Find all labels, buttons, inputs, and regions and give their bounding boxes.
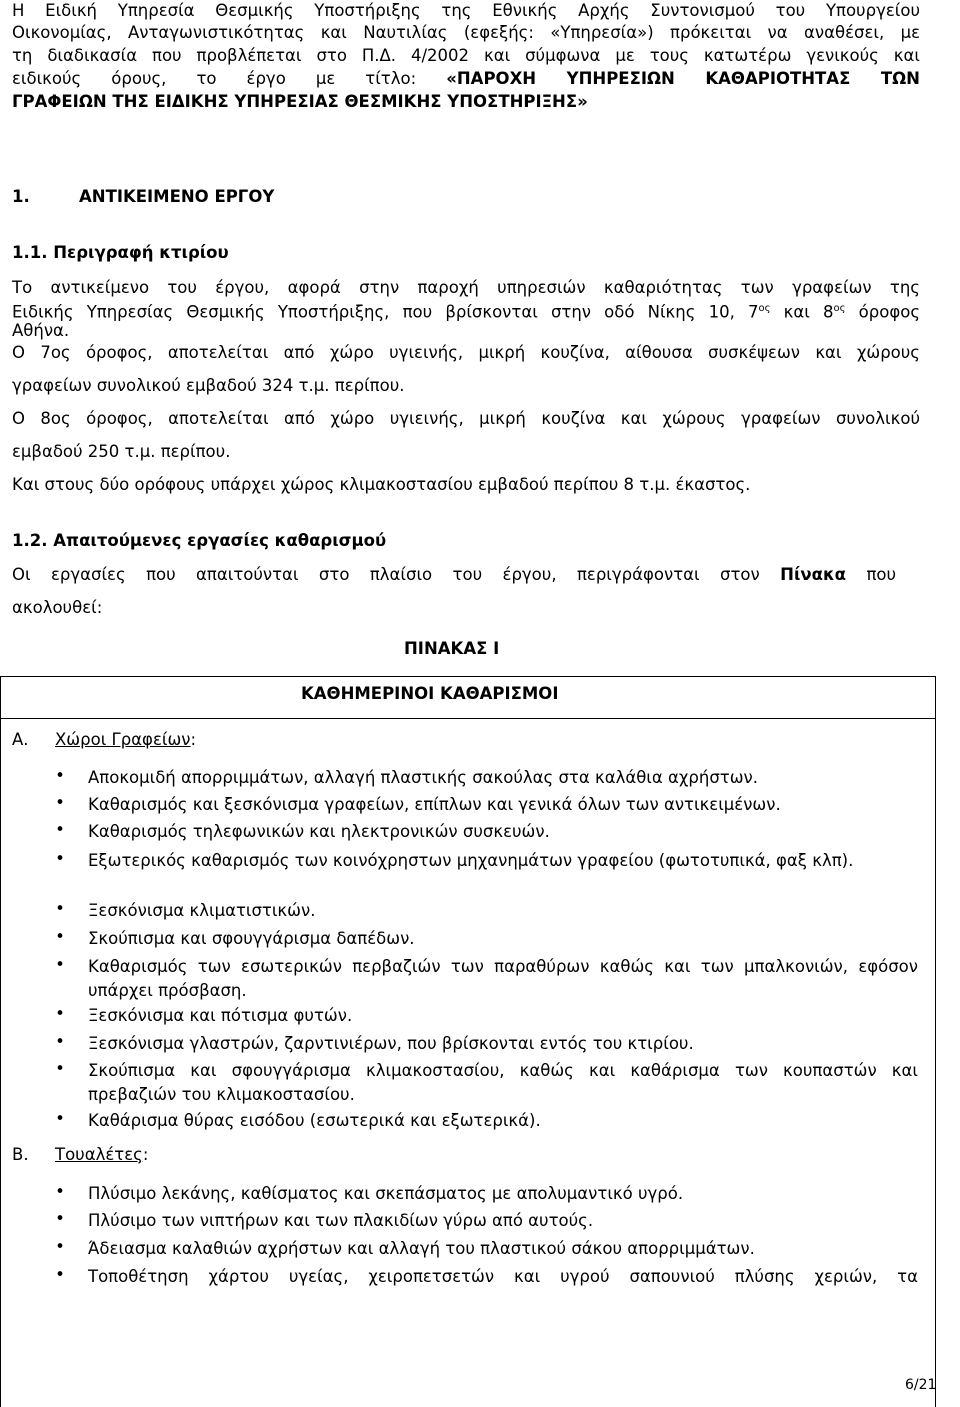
cleaning-intro-tail: που: [866, 565, 897, 584]
group-a-letter: Α.: [12, 730, 29, 749]
bullet-icon: •: [55, 1209, 65, 1228]
bullet-icon: •: [55, 1004, 65, 1023]
list-item-text: Καθάρισμα θύρας εισόδου (εσωτερικά και εξωτερικά).: [88, 1111, 541, 1130]
table-header-divider: [0, 718, 936, 719]
bullet-icon: •: [55, 1265, 65, 1284]
bullet-icon: •: [55, 793, 65, 812]
list-item-text: Άδειασμα καλαθιών αχρήστων και αλλαγή του πλαστικού σάκου απορριμμάτων.: [88, 1239, 755, 1258]
list-item-text: Καθαρισμός και ξεσκόνισμα γραφείων, επίπλων και γενικά όλων των αντικειμένων.: [88, 795, 781, 814]
bullet-icon: •: [55, 955, 65, 974]
intro-line-4: [12, 68, 920, 90]
building-description-line-1: Το αντικείμενο του έργου, αφορά στην παροχή υπηρεσιών καθαριότητας των γραφείων της: [12, 278, 920, 297]
bullet-icon: •: [55, 766, 65, 785]
list-item-text: Σκούπισμα και σφουγγάρισμα κλιμακοστασίου, καθώς και καθάρισμα των κουπαστών και πρεβαζιών του κλιμακοστασίου.: [88, 1061, 918, 1104]
building-city: Αθήνα.: [12, 321, 70, 340]
cleaning-intro-line-1: [12, 564, 896, 586]
list-item-text: Τοποθέτηση χάρτου υγείας, χειροπετσετών και υγρού σαπουνιού πλύσης χεριών, τα: [88, 1267, 918, 1286]
bullet-icon: •: [55, 820, 65, 839]
group-a-colon: :: [190, 730, 197, 749]
address-and: και 8: [770, 302, 834, 322]
bullet-icon: •: [55, 1109, 65, 1128]
project-title-part1: «ΠΑΡΟΧΗ ΥΠΗΡΕΣΙΩΝ ΚΑΘΑΡΙΟΤΗΤΑΣ ΤΩΝ: [446, 69, 920, 88]
list-item-text: Καθαρισμός των εσωτερικών περβαζιών των παραθύρων καθώς και των μπαλκονιών, εφόσον υπάρχει πρόσβαση.: [88, 957, 918, 1000]
address-floor: όροφος: [845, 302, 921, 322]
cleaning-intro-text: Οι εργασίες που απαιτούνται στο πλαίσιο του έργου, περιγράφονται στον: [12, 565, 760, 584]
table-reference: Πίνακα: [780, 565, 847, 584]
list-item-text: Ξεσκόνισμα γλαστρών, ζαρντινιέρων, που βρίσκονται εντός του κτιρίου.: [88, 1034, 694, 1053]
list-item-text: Πλύσιμο των νιπτήρων και των πλακιδίων γύρω από αυτούς.: [88, 1211, 594, 1230]
group-b-colon: :: [142, 1145, 149, 1164]
group-b-letter: Β.: [12, 1145, 29, 1164]
group-b-label: Τουαλέτες: [55, 1145, 143, 1164]
intro-line-3: τη διαδικασία που προβλέπεται στο Π.Δ. 4/2002 και σύμφωνα με τους κατωτέρω γενικούς και: [12, 46, 920, 65]
bullet-icon: •: [55, 899, 65, 918]
floor-8-line-1: Ο 8ος όροφος, αποτελείται από χώρο υγιεινής, μικρή κουζίνα και χώρους γραφείων συνολικού: [12, 409, 920, 428]
section-1-number: 1.: [12, 187, 30, 206]
floor-7-line-2: γραφείων συνολικού εμβαδού 324 τ.μ. περίπου.: [12, 376, 405, 395]
bullet-icon: •: [55, 849, 65, 868]
list-item-text: Αποκομιδή απορριμμάτων, αλλαγή πλαστικής σακούλας στα καλάθια αχρήστων.: [88, 768, 759, 787]
bullet-icon: •: [55, 1237, 65, 1256]
bullet-icon: •: [55, 1182, 65, 1201]
building-description-line-2: [12, 298, 920, 324]
list-item-text: Πλύσιμο λεκάνης, καθίσματος και σκεπάσματος με απολυμαντικό υγρό.: [88, 1184, 684, 1203]
list-item-text: Ξεσκόνισμα κλιματιστικών.: [88, 901, 316, 920]
ordinal-sup-7: ος: [758, 303, 771, 314]
list-item-text: Εξωτερικός καθαρισμός των κοινόχρηστων μηχανημάτων γραφείου (φωτοτυπικά, φαξ κλπ).: [88, 851, 854, 870]
table-subtitle: ΚΑΘΗΜΕΡΙΝΟΙ ΚΑΘΑΡΙΣΜΟΙ: [301, 684, 559, 703]
bullet-icon: •: [55, 927, 65, 946]
intro-line-1: Η Ειδική Υπηρεσία Θεσμικής Υποστήριξης της Εθνικής Αρχής Συντονισμού του Υπουργείου: [12, 1, 920, 20]
group-a-label: Χώροι Γραφείων: [55, 730, 191, 749]
intro-line-4-prefix: ειδικούς όρους, το έργο με τίτλο:: [12, 69, 417, 88]
section-1-2-heading: 1.2. Απαιτούμενες εργασίες καθαρισμού: [12, 531, 387, 550]
project-title-part2: ΓΡΑΦΕΙΩΝ ΤΗΣ ΕΙΔΙΚΗΣ ΥΠΗΡΕΣΙΑΣ ΘΕΣΜΙΚΗΣ ΥΠΟΣΤΗΡΙΞΗΣ»: [12, 92, 588, 111]
bullet-icon: •: [55, 1032, 65, 1051]
floor-7-line-1: Ο 7ος όροφος, αποτελείται από χώρο υγιεινής, μικρή κουζίνα, αίθουσα συσκέψεων και χώρους: [12, 343, 920, 362]
table-title: ΠΙΝΑΚΑΣ Ι: [404, 639, 500, 658]
list-item-text: Σκούπισμα και σφουγγάρισμα δαπέδων.: [88, 929, 415, 948]
group-b-heading: [55, 1144, 148, 1166]
intro-line-2: Οικονομίας, Ανταγωνιστικότητας και Ναυτιλίας (εφεξής: «Υπηρεσία») πρόκειται να αναθέσει, με: [12, 23, 920, 42]
cleaning-intro-line-2: ακολουθεί:: [12, 598, 103, 617]
section-1-1-heading: 1.1. Περιγραφή κτιρίου: [12, 243, 229, 262]
page-number: 6/21: [905, 1377, 937, 1393]
address-text: Ειδικής Υπηρεσίας Θεσμικής Υποστήριξης, που βρίσκονται στην οδό Νίκης 10, 7: [12, 302, 759, 322]
stairwell-note: Και στους δύο ορόφους υπάρχει χώρος κλιμακοστασίου εμβαδού περίπου 8 τ.μ. έκαστος.: [12, 475, 751, 494]
group-a-heading: [55, 729, 196, 751]
bullet-icon: •: [55, 1059, 65, 1078]
ordinal-sup-8: ος: [833, 303, 846, 314]
list-item-text: Ξεσκόνισμα και πότισμα φυτών.: [88, 1006, 353, 1025]
section-1-title: ΑΝΤΙΚΕΙΜΕΝΟ ΕΡΓΟΥ: [79, 187, 275, 206]
list-item-text: Καθαρισμός τηλεφωνικών και ηλεκτρονικών συσκευών.: [88, 822, 550, 841]
floor-8-line-2: εμβαδού 250 τ.μ. περίπου.: [12, 442, 231, 461]
